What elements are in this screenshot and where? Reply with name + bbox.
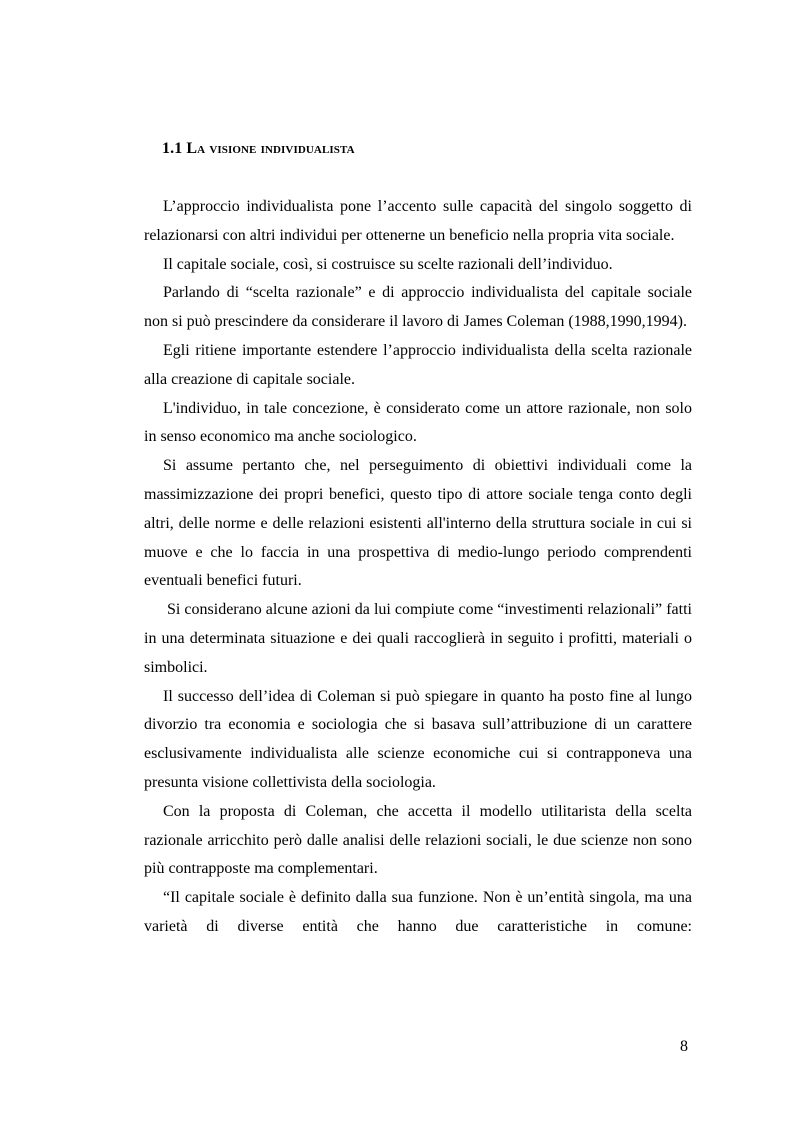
paragraph: L'individuo, in tale concezione, è considerato come un attore razionale, non solo in senso economico ma anche sociologico. [144, 399, 692, 446]
page-number: 8 [680, 1038, 688, 1055]
body-text [144, 193, 692, 942]
paragraph: “Il capitale sociale è definito dalla sua funzione. Non è un’entità singola, ma una varietà di diverse entità che hanno due caratteristiche in comune: [144, 889, 692, 935]
paragraph: Si considerano alcune azioni da lui compiute come “investimenti relazionali” fatti in una determinata situazione e dei quali raccoglierà in seguito i profitti, materiali o simbolici. [144, 601, 692, 676]
section-heading: 1.1 La visione individualista [162, 140, 355, 157]
paragraph: Il capitale sociale, così, si costruisce su scelte razionali dell’individuo. [163, 255, 613, 273]
paragraph: Egli ritiene importante estendere l’approccio individualista della scelta razionale alla creazione di capitale sociale. [144, 341, 692, 388]
paragraph: Parlando di “scelta razionale” e di approccio individualista del capitale sociale non si può prescindere da considerare il lavoro di James Coleman (1988,1990,1994). [144, 284, 692, 331]
paragraph: Si assume pertanto che, nel perseguimento di obiettivi individuali come la massimizzazione dei propri benefici, questo tipo di attore sociale tenga conto degli altri, delle norme e delle relazioni esistenti all'interno della struttura sociale in cui si muove e che lo faccia in una prospettiva di medio-lungo periodo comprendenti eventuali benefici futuri. [144, 457, 692, 590]
paragraph: Il successo dell’idea di Coleman si può spiegare in quanto ha posto fine al lungo divorzio tra economia e sociologia che si basava sull’attribuzione di un carattere esclusivamente individualista alle scienze economiche cui si contrapponeva una presunta visione collettivista della sociologia. [144, 687, 692, 791]
paragraph: L’approccio individualista pone l’accento sulle capacità del singolo soggetto di relazionarsi con altri individui per ottenerne un beneficio nella propria vita sociale. [144, 198, 692, 244]
paragraph: Con la proposta di Coleman, che accetta il modello utilitarista della scelta razionale arricchito però dalle analisi delle relazioni sociali, le due scienze non sono più contrapposte ma complementari. [144, 802, 692, 878]
